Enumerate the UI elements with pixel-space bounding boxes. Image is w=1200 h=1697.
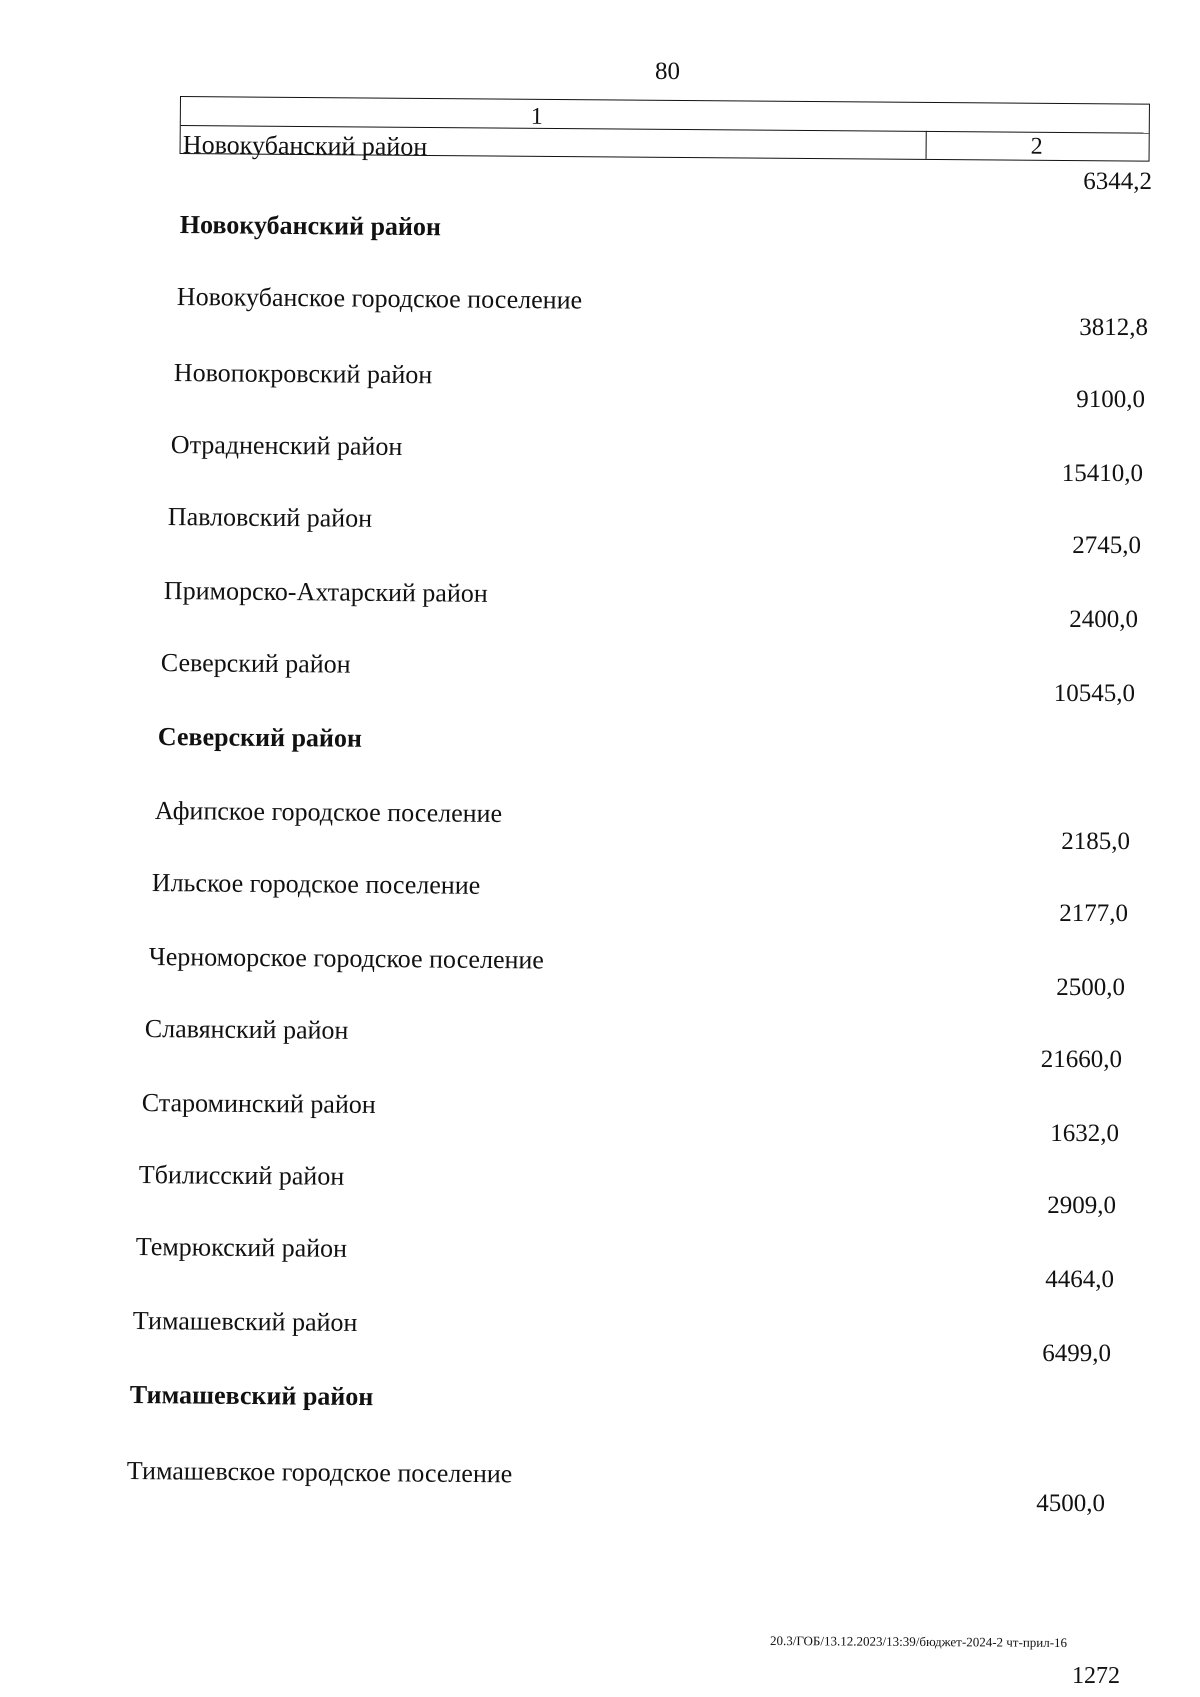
row-value: 21660,0 — [1040, 1046, 1122, 1073]
header-col-1: 1 — [530, 103, 543, 130]
row-name: Тимашевское городское поселение — [126, 1456, 513, 1489]
row-name: Отрадненский район — [170, 430, 403, 462]
row-value: 4500,0 — [1036, 1490, 1105, 1517]
row-value: 2185,0 — [1061, 828, 1130, 855]
row-name: Северский район — [160, 648, 351, 679]
footer-document-code: 20.3/ГОБ/13.12.2023/13:39/бюджет-2024-2 чт-прил-16 — [769, 1632, 1068, 1651]
row-name-bold: Новокубанский район — [179, 210, 442, 242]
row-name: Черноморское городское поселение — [148, 942, 545, 975]
row-name: Тимашевский район — [132, 1306, 358, 1337]
row-value: 9100,0 — [1076, 386, 1145, 413]
row-name: Приморско-Ахтарский район — [163, 576, 488, 608]
row-name-bold: Северский район — [157, 722, 363, 753]
row-value: 2400,0 — [1069, 606, 1138, 633]
row-name: Тбилисский район — [138, 1160, 345, 1191]
row-value: 10545,0 — [1053, 680, 1135, 707]
row-value: 6499,0 — [1042, 1340, 1111, 1367]
header-col-2: 2 — [1030, 133, 1043, 160]
row-value: 6344,2 — [1083, 168, 1152, 195]
row-value: 2745,0 — [1072, 532, 1141, 559]
row-name: Славянский район — [144, 1014, 349, 1045]
page-number: 80 — [655, 58, 680, 85]
row-name: Темрюкский район — [135, 1232, 348, 1263]
row-value: 2909,0 — [1047, 1192, 1116, 1219]
row-name: Новокубанский район — [182, 130, 428, 162]
footer-sheet-number: 1272 — [1072, 1663, 1120, 1689]
row-name: Староминский район — [141, 1088, 376, 1120]
row-value: 15410,0 — [1061, 460, 1143, 487]
row-name-bold: Тимашевский район — [129, 1380, 374, 1412]
row-value: 1632,0 — [1050, 1120, 1119, 1147]
row-value: 2500,0 — [1056, 974, 1125, 1001]
row-value: 3812,8 — [1079, 314, 1148, 341]
row-name: Новопокровский район — [173, 358, 433, 390]
row-name: Афипское городское поселение — [154, 796, 503, 829]
row-value: 4464,0 — [1045, 1266, 1114, 1293]
row-name: Новокубанское городское поселение — [176, 282, 583, 315]
row-name: Павловский район — [167, 502, 373, 533]
row-value: 2177,0 — [1059, 900, 1128, 927]
header-divider-vertical — [926, 131, 927, 159]
row-name: Ильское городское поселение — [151, 868, 481, 900]
